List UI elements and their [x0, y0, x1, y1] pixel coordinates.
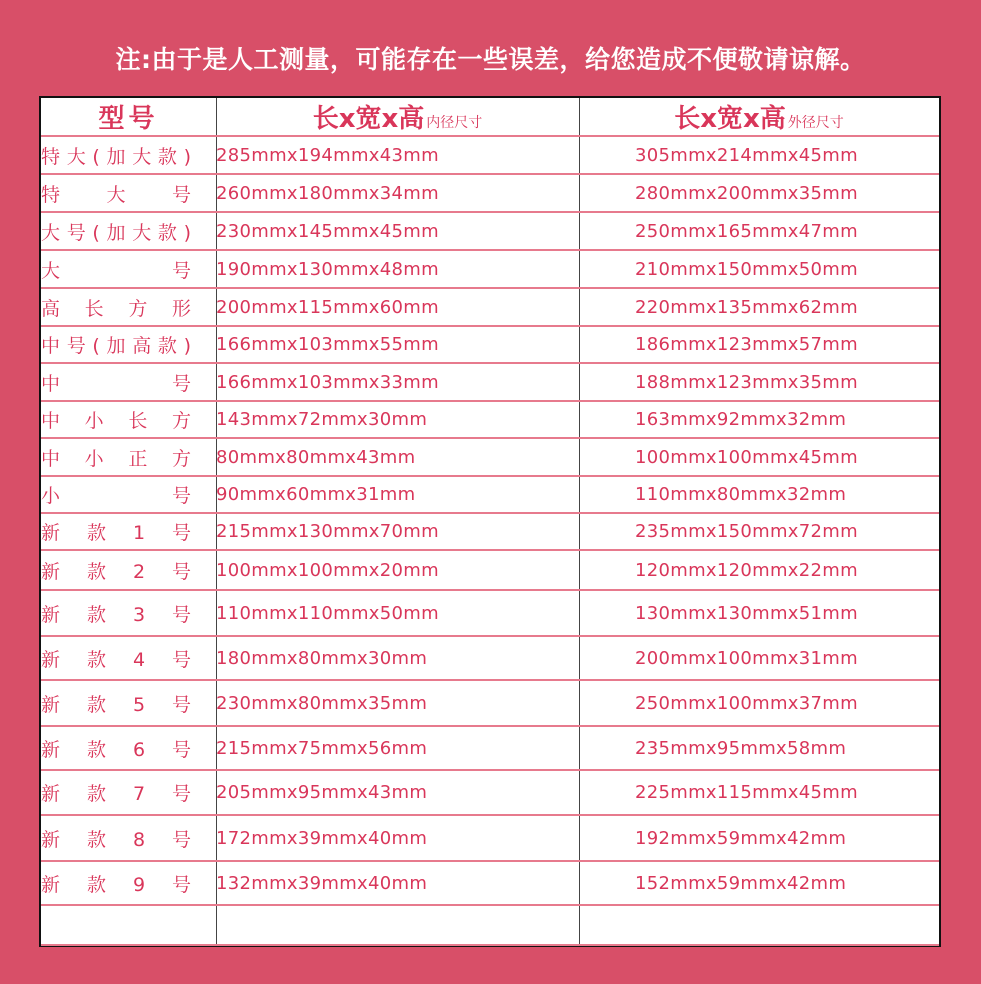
row-inner-size: 215mmx75mmx56mm — [216, 726, 579, 770]
row-inner-size: 80mmx80mmx43mm — [216, 438, 579, 476]
row-outer-size: 130mmx130mmx51mm — [579, 590, 939, 636]
row-outer-size: 152mmx59mmx42mm — [579, 861, 939, 905]
table-row — [41, 550, 939, 590]
table-row — [41, 815, 939, 861]
model-name-text: 特 大 号 — [41, 183, 191, 206]
row-inner-size: 100mmx100mmx20mm — [216, 550, 579, 590]
row-outer-size: 100mmx100mmx45mm — [579, 438, 939, 476]
row-model-name — [41, 476, 216, 513]
table-row — [41, 861, 939, 905]
row-inner-size: 230mmx80mmx35mm — [216, 680, 579, 726]
table-row — [41, 438, 939, 476]
model-name-text: 新款2号 — [41, 560, 191, 583]
model-name-text: 中小长方 — [41, 410, 191, 432]
table-row — [41, 770, 939, 815]
model-name-text: 小 号 — [41, 485, 191, 507]
model-name-text: 中号(加高款) — [41, 335, 191, 357]
row-outer-size: 250mmx100mmx37mm — [579, 680, 939, 726]
table-row — [41, 476, 939, 513]
row-inner-size — [216, 905, 579, 945]
header-outer-sub: 外径尺寸 — [787, 115, 844, 131]
model-name-text: 新款6号 — [41, 738, 191, 761]
table-row — [41, 680, 939, 726]
row-model-name — [41, 401, 216, 438]
model-name-text: 高长方形 — [41, 297, 191, 320]
row-outer-size — [579, 905, 939, 945]
row-model-name — [41, 726, 216, 770]
row-outer-size: 120mmx120mmx22mm — [579, 550, 939, 590]
table-row — [41, 288, 939, 326]
model-name-text: 大 号 — [41, 259, 191, 282]
model-name-text: 新款3号 — [41, 603, 191, 626]
row-model-name — [41, 905, 216, 945]
row-model-name — [41, 363, 216, 401]
row-inner-size: 132mmx39mmx40mm — [216, 861, 579, 905]
model-name-text: 新款8号 — [41, 828, 191, 851]
model-name-text: 大号(加大款) — [41, 221, 191, 244]
size-table — [41, 98, 939, 946]
size-table-panel — [39, 96, 941, 947]
row-outer-size: 250mmx165mmx47mm — [579, 212, 939, 250]
table-row — [41, 174, 939, 212]
row-inner-size: 200mmx115mmx60mm — [216, 288, 579, 326]
row-inner-size: 90mmx60mmx31mm — [216, 476, 579, 513]
row-model-name — [41, 770, 216, 815]
table-row — [41, 250, 939, 288]
notice-text: 注:由于是人工测量，可能存在一些误差，给您造成不便敬请谅解。 — [115, 45, 866, 74]
row-inner-size: 190mmx130mmx48mm — [216, 250, 579, 288]
model-name-text: 新款4号 — [41, 648, 191, 671]
table-row — [41, 905, 939, 945]
table-row — [41, 136, 939, 174]
row-outer-size: 192mmx59mmx42mm — [579, 815, 939, 861]
row-model-name — [41, 250, 216, 288]
header-inner-main: 长x宽x高 — [312, 104, 425, 134]
row-inner-size: 230mmx145mmx45mm — [216, 212, 579, 250]
row-model-name — [41, 636, 216, 680]
row-outer-size: 186mmx123mmx57mm — [579, 326, 939, 363]
model-name-text: 中 号 — [41, 372, 191, 395]
row-model-name — [41, 680, 216, 726]
table-row — [41, 401, 939, 438]
row-model-name — [41, 212, 216, 250]
row-inner-size: 260mmx180mmx34mm — [216, 174, 579, 212]
row-outer-size: 200mmx100mmx31mm — [579, 636, 939, 680]
model-name-text: 新款7号 — [41, 783, 191, 805]
model-name-text: 新款5号 — [41, 693, 191, 716]
header-outer-main: 长x宽x高 — [674, 104, 786, 134]
row-inner-size: 110mmx110mmx50mm — [216, 590, 579, 636]
row-outer-size: 305mmx214mmx45mm — [579, 136, 939, 174]
header-outer — [579, 98, 939, 136]
row-model-name — [41, 136, 216, 174]
row-inner-size: 205mmx95mmx43mm — [216, 770, 579, 815]
model-name-text: 新款1号 — [41, 522, 191, 544]
row-outer-size: 235mmx150mmx72mm — [579, 513, 939, 550]
row-outer-size: 280mmx200mmx35mm — [579, 174, 939, 212]
row-model-name — [41, 326, 216, 363]
row-model-name — [41, 288, 216, 326]
row-inner-size: 215mmx130mmx70mm — [216, 513, 579, 550]
row-inner-size: 143mmx72mmx30mm — [216, 401, 579, 438]
table-row — [41, 590, 939, 636]
table-row — [41, 212, 939, 250]
table-header-row — [41, 98, 939, 136]
row-outer-size: 188mmx123mmx35mm — [579, 363, 939, 401]
row-model-name — [41, 590, 216, 636]
row-outer-size: 163mmx92mmx32mm — [579, 401, 939, 438]
row-model-name — [41, 438, 216, 476]
header-model: 型号 — [41, 98, 216, 136]
row-inner-size: 172mmx39mmx40mm — [216, 815, 579, 861]
row-model-name — [41, 174, 216, 212]
row-inner-size: 285mmx194mmx43mm — [216, 136, 579, 174]
row-outer-size: 235mmx95mmx58mm — [579, 726, 939, 770]
row-outer-size: 225mmx115mmx45mm — [579, 770, 939, 815]
table-row — [41, 726, 939, 770]
model-name-text: 特大(加大款) — [41, 145, 191, 168]
table-row — [41, 363, 939, 401]
row-model-name — [41, 550, 216, 590]
table-row — [41, 513, 939, 550]
row-model-name — [41, 815, 216, 861]
row-outer-size: 110mmx80mmx32mm — [579, 476, 939, 513]
model-name-text: 新款9号 — [41, 873, 191, 896]
row-outer-size: 210mmx150mmx50mm — [579, 250, 939, 288]
model-name-text: 中小正方 — [41, 447, 191, 470]
table-row — [41, 326, 939, 363]
row-inner-size: 166mmx103mmx33mm — [216, 363, 579, 401]
header-inner — [216, 98, 579, 136]
row-outer-size: 220mmx135mmx62mm — [579, 288, 939, 326]
header-inner-sub: 内径尺寸 — [426, 115, 483, 131]
row-inner-size: 166mmx103mmx55mm — [216, 326, 579, 363]
table-row — [41, 636, 939, 680]
row-model-name — [41, 513, 216, 550]
row-inner-size: 180mmx80mmx30mm — [216, 636, 579, 680]
row-model-name — [41, 861, 216, 905]
